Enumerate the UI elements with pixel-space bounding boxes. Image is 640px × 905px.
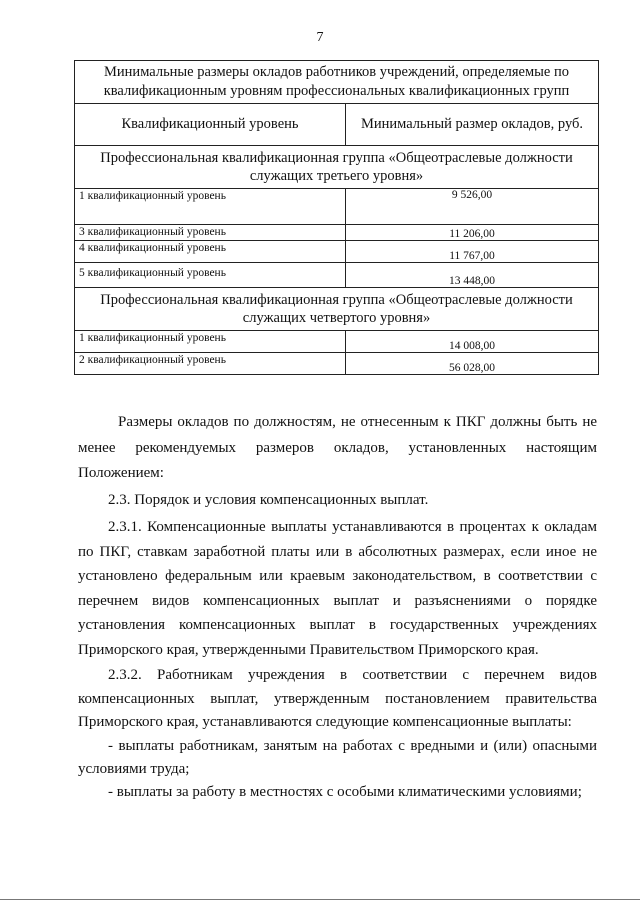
page-number: 7: [316, 30, 324, 45]
level-cell: 5 квалификационный уровень: [75, 263, 346, 288]
paragraph: менее рекомендуемых размеров окладов, установленных настоящим: [78, 439, 597, 456]
list-item: - выплаты работникам, занятым на работах с вредными и (или) опасными условиями труда;: [78, 737, 597, 777]
table-row: [75, 225, 599, 241]
body-text: [78, 411, 597, 804]
group-title: Профессиональная квалификационная группа «Общеотраслевые должности служащих четвертого уровня»: [75, 288, 599, 331]
table-row: [75, 353, 599, 375]
table-row: [75, 189, 599, 225]
header-amount: Минимальный размер окладов, руб.: [346, 104, 599, 146]
amount-cell: 13 448,00: [346, 263, 599, 288]
section-heading: 2.3. Порядок и условия компенсационных выплат.: [108, 491, 429, 508]
amount-cell: 9 526,00: [346, 189, 599, 225]
header-level: Квалификационный уровень: [75, 104, 346, 146]
amount-cell: 11 206,00: [346, 225, 599, 241]
group-title: Профессиональная квалификационная группа «Общеотраслевые должности служащих третьего уровня»: [75, 146, 599, 189]
level-cell: 3 квалификационный уровень: [75, 225, 346, 241]
salary-table: [74, 60, 599, 375]
bottom-edge-line: [0, 899, 640, 900]
paragraph: Размеры окладов по должностям, не отнесенным к ПКГ должны быть не: [118, 414, 597, 430]
level-cell: 2 квалификационный уровень: [75, 353, 346, 375]
amount-cell: 11 767,00: [346, 241, 599, 263]
level-cell: 1 квалификационный уровень: [75, 331, 346, 353]
paragraph: 2.3.2. Работникам учреждения в соответствии с перечнем видов компенсационных выплат, утвержденным постановлением правительства Приморского края, устанавливаются следующие компенсационные выплаты:: [78, 667, 597, 730]
list-item: - выплаты за работу в местностях с особыми климатическими условиями;: [108, 783, 582, 800]
amount-cell: 56 028,00: [346, 353, 599, 375]
table-row: [75, 241, 599, 263]
amount-cell: 14 008,00: [346, 331, 599, 353]
table-row: [75, 331, 599, 353]
paragraph: 2.3.1. Компенсационные выплаты устанавливаются в процентах к окладам по ПКГ, ставкам заработной платы или в абсолютных размерах, если иное не установлено федеральным или краевым законодательством, в соответствии с перечнем видов компенсационных выплат и разъяснениями о порядке установления компенсационных выплат в государственных учреждениях Приморского края, утвержденными Правительством Приморского края.: [78, 519, 597, 658]
table-row: [75, 263, 599, 288]
level-cell: 4 квалификационный уровень: [75, 241, 346, 263]
table-caption: Минимальные размеры окладов работников учреждений, определяемые по квалификационным уровням профессиональных квалификационных групп: [75, 61, 599, 104]
paragraph: Положением:: [78, 465, 164, 481]
level-cell: 1 квалификационный уровень: [75, 189, 346, 225]
